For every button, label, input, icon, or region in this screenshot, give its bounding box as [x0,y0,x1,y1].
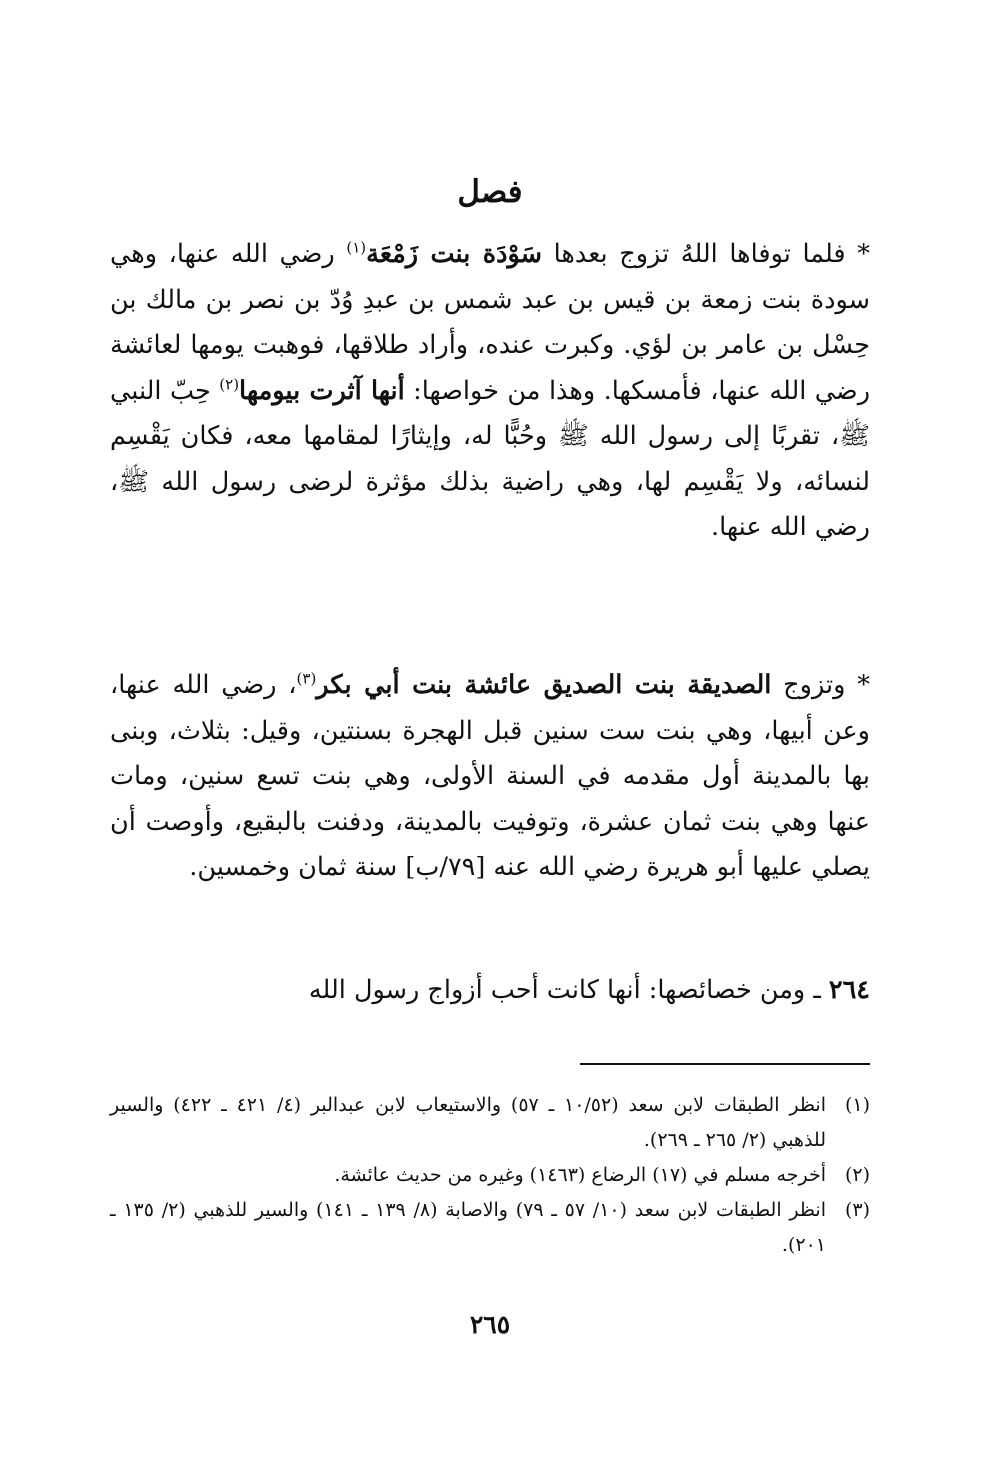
section-heading: فصل [457,174,523,210]
paragraph-text: ، رضي الله عنها، وعن أبيها، وهي بنت ست سنين قبل الهجرة بسنتين، وقيل: بثلاث، وبنى بها بالمدينة أول مقدمه في السنة الأولى، وهي بنت تسع سنين، ومات عنها وهي بنت ثمان عشرة، وتوفيت بالمدينة، ودفنت بالبقيع، وأوصت أن يصلي عليها أبو هريرة رضي الله عنه [٧٩/ب] سنة ثمان وخمسين. [110,670,870,882]
footnote-number: (١) [844,1094,870,1116]
footnote-ref: (٣) [296,669,317,688]
paragraph-text: وتزوج [771,670,858,700]
footnote-text: أخرجه مسلم في (١٧) الرضاع (١٤٦٣) وغيره من حديث عائشة. [334,1164,826,1186]
paragraph-aisha [110,663,870,891]
bold-name: سَوْدَة بنت زَمْعَة [366,239,542,269]
paragraph-numbered [110,968,870,1014]
footnote-divider [580,1063,870,1065]
footnote-text: انظر الطبقات لابن سعد (١٠/٥٢ ـ ٥٧) والاستيعاب لابن عبدالبر (٤/ ٤٢١ ـ ٤٢٢) والسير للذهبي (٢/ ٢٦٥ ـ ٢٦٩). [110,1094,826,1151]
footnote-number: (٣) [844,1199,870,1221]
paragraph-text: حِبّ النبي ﷺ، تقربًا إلى رسول الله ﷺ وحُبًّا له، وإيثارًا لمقامها معه، فكان يَقْسِم لنسائه، ولا يَقْسِم لها، وهي راضية بذلك مؤثرة لرضى رسول الله ﷺ، رضي الله عنها. [110,375,870,542]
footnote-ref: (١) [346,238,367,257]
asterisk-marker: * [857,670,870,700]
paragraph-sawda [110,232,870,551]
bold-phrase: أنها آثرت بيومها [239,375,405,406]
footnote [110,1088,870,1158]
paragraph-text: فلما توفاها اللهُ تزوج بعدها [541,239,858,269]
asterisk-marker: * [857,239,870,269]
footnote [110,1158,870,1193]
bold-name: الصديقة بنت الصديق عائشة بنت أبي بكر [316,670,772,700]
footnotes [110,1088,870,1263]
page-number: ٢٦٥ [469,1310,511,1339]
paragraph-text: رضي الله عنها، وهي سودة بنت زمعة بن قيس بن عبد شمس بن عبدِ وُدّ بن نصر بن مالك بن حِسْل بن عامر بن لؤي. وكبرت عنده، وأراد طلاقها، فوهبت يومها لعائشة رضي الله عنها، فأمسكها. وهذا من خواصها: [110,239,871,406]
footnote-ref: (٢) [219,375,240,393]
footnote-text: انظر الطبقات لابن سعد (١٠/ ٥٧ ـ ٧٩) والاصابة (٨/ ١٣٩ ـ ١٤١) والسير للذهبي (٢/ ١٣٥ ـ ٢٠١). [110,1199,826,1256]
item-number: ٢٦٤ [828,975,870,1005]
page [110,0,870,1480]
footnote [110,1193,870,1263]
footnote-number: (٢) [844,1164,870,1186]
paragraph-text: ـ ومن خصائصها: أنها كانت أحب أزواج رسول الله [308,975,829,1005]
